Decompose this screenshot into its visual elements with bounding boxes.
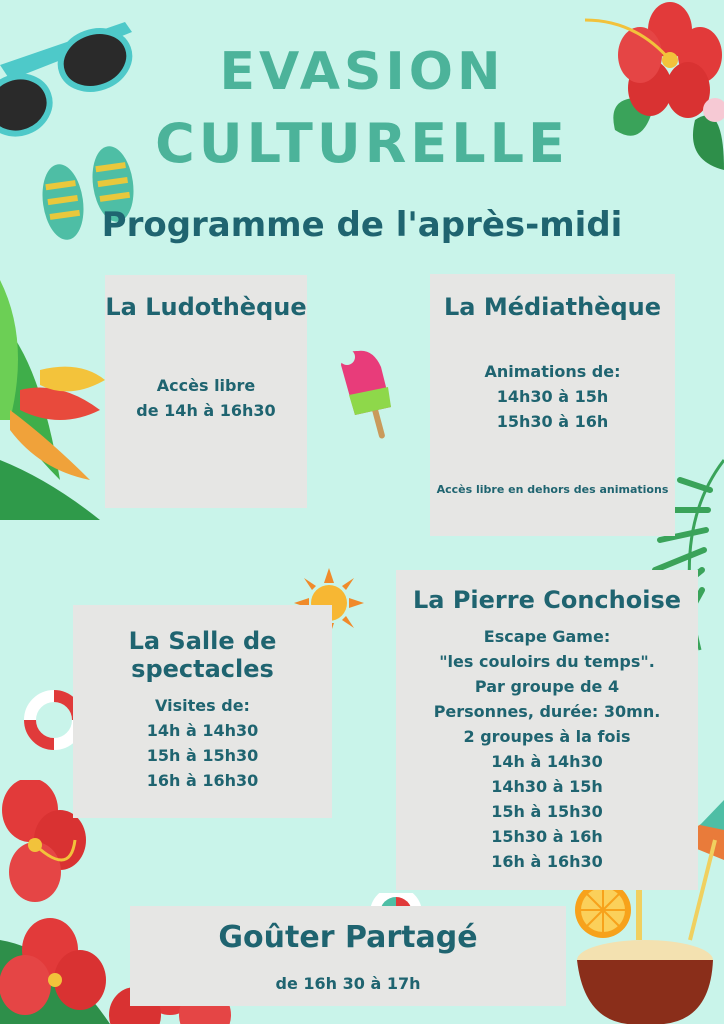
pierre-line: 2 groupes à la fois <box>463 727 631 746</box>
box-mediatheque <box>430 274 675 536</box>
life-ring-icon <box>24 690 76 750</box>
mediatheque-line: 15h30 à 16h <box>496 412 609 431</box>
salle-line: 16h à 16h30 <box>146 771 259 790</box>
mediatheque-line: 14h30 à 15h <box>496 387 609 406</box>
title-line-1: EVASION <box>219 42 505 102</box>
pierre-line: "les couloirs du temps". <box>439 652 655 671</box>
salle-line: Visites de: <box>155 696 250 715</box>
pierre-line: 15h30 à 16h <box>491 827 603 846</box>
ludotheque-title: La Ludothèque <box>105 293 307 321</box>
tropical-leaves-left-icon <box>0 280 110 520</box>
subtitle: Programme de l'après-midi <box>101 205 623 245</box>
mediatheque-title: La Médiathèque <box>444 293 661 321</box>
gouter-title: Goûter Partagé <box>218 920 478 955</box>
popsicle-icon <box>333 345 393 445</box>
box-gouter <box>130 906 566 1006</box>
box-ludotheque <box>105 275 307 508</box>
pierre-line: Escape Game: <box>483 627 611 646</box>
mediatheque-line: Animations de: <box>484 362 621 381</box>
box-salle-spectacles <box>73 605 332 818</box>
ludotheque-line: Accès libre <box>156 376 256 395</box>
pierre-line: 16h à 16h30 <box>491 852 603 871</box>
pierre-line: 15h à 15h30 <box>491 802 603 821</box>
pierre-line: Par groupe de 4 <box>474 677 620 696</box>
salle-title: La Salle de spectacles <box>128 627 277 683</box>
mediatheque-note: Accès libre en dehors des animations <box>436 483 669 496</box>
title-line-2: CULTURELLE <box>155 112 569 175</box>
gouter-time: de 16h 30 à 17h <box>275 974 421 993</box>
pierre-title: La Pierre Conchoise <box>412 586 682 614</box>
salle-line: 15h à 15h30 <box>146 746 259 765</box>
pierre-line: Personnes, durée: 30mn. <box>433 702 661 721</box>
box-pierre-conchoise <box>396 570 698 890</box>
pierre-line: 14h à 14h30 <box>491 752 603 771</box>
salle-line: 14h à 14h30 <box>146 721 259 740</box>
ludotheque-line: de 14h à 16h30 <box>136 401 276 420</box>
pierre-line: 14h30 à 15h <box>491 777 603 796</box>
